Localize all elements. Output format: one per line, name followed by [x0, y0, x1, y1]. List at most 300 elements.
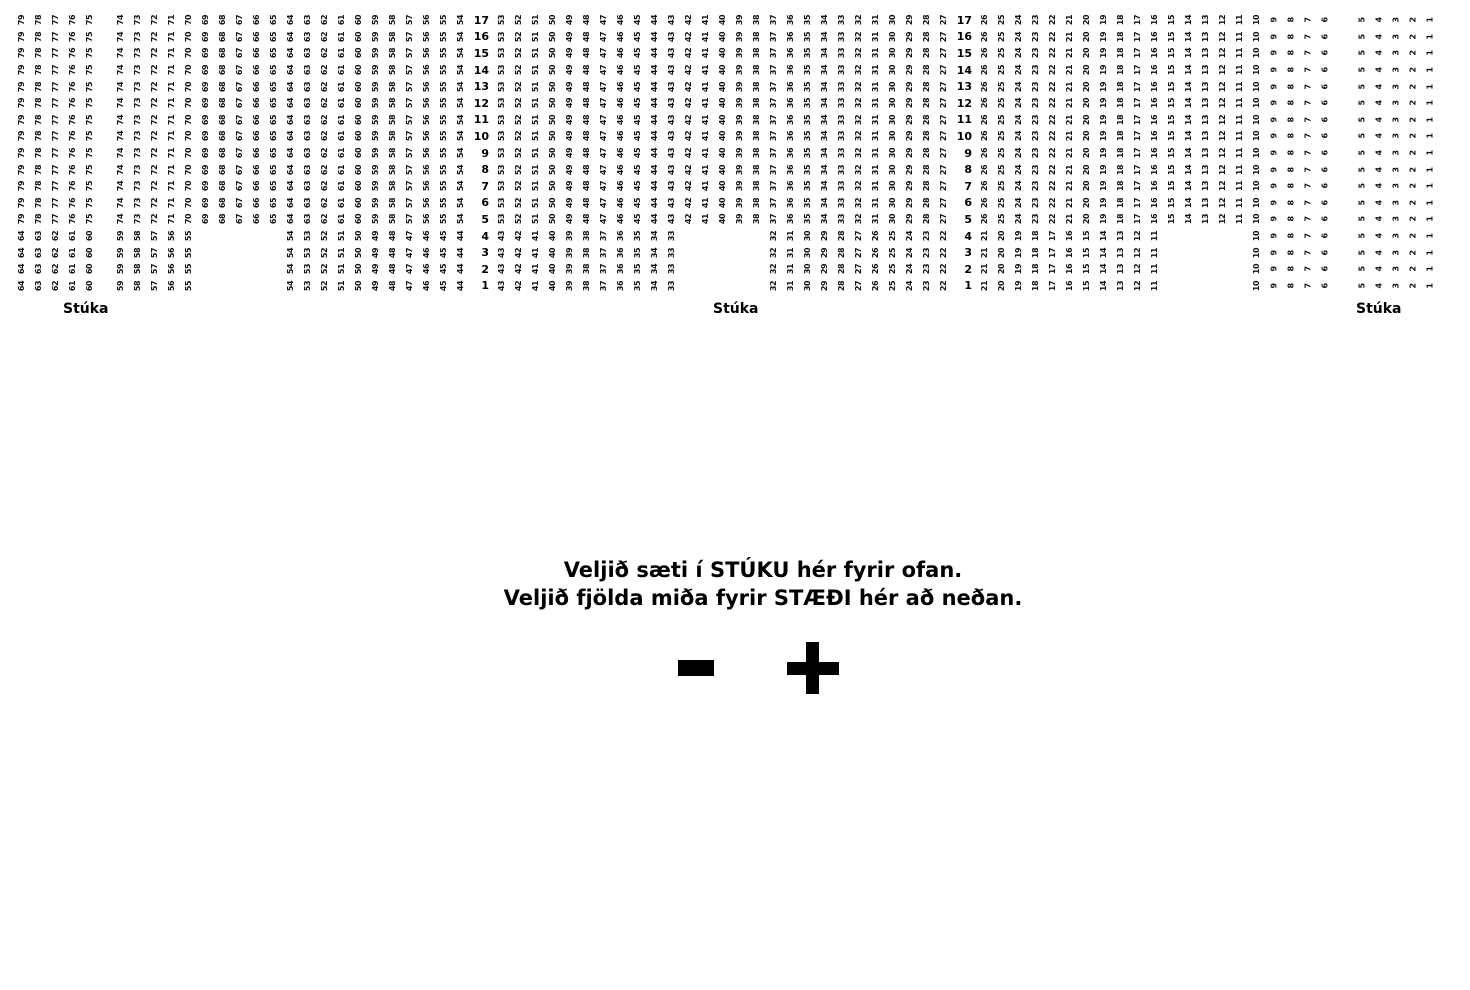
seat[interactable]: 57 [405, 214, 415, 225]
seat[interactable]: 6 [1320, 117, 1330, 123]
seat[interactable]: 61 [337, 147, 347, 159]
seat[interactable]: 14 [1184, 214, 1194, 225]
seat[interactable]: 76 [68, 15, 78, 26]
seat[interactable]: 23 [1031, 147, 1041, 159]
seat[interactable]: 5 [1357, 250, 1367, 256]
seat[interactable]: 67 [235, 214, 245, 225]
seat[interactable]: 56 [422, 164, 432, 175]
seat[interactable]: 68 [218, 81, 228, 92]
seat[interactable]: 30 [803, 280, 813, 291]
seat[interactable]: 32 [854, 147, 864, 159]
seat[interactable]: 42 [684, 65, 694, 76]
seat[interactable]: 1 [1425, 233, 1435, 239]
seat[interactable]: 46 [422, 264, 432, 275]
seat[interactable]: 33 [837, 181, 847, 192]
seat[interactable]: 3 [1391, 233, 1401, 239]
seat[interactable]: 56 [422, 81, 432, 92]
seat[interactable]: 56 [422, 181, 432, 192]
seat[interactable]: 25 [997, 164, 1007, 175]
seat[interactable]: 2 [1408, 150, 1418, 156]
seat[interactable]: 55 [184, 230, 194, 242]
seat[interactable]: 30 [803, 247, 813, 258]
seat[interactable]: 41 [701, 65, 711, 76]
seat[interactable]: 47 [599, 98, 609, 109]
seat[interactable]: 2 [1408, 283, 1418, 289]
seat[interactable]: 47 [599, 214, 609, 225]
seat[interactable]: 41 [531, 280, 541, 291]
seat[interactable]: 4 [1374, 200, 1384, 206]
seat[interactable]: 3 [1391, 117, 1401, 123]
seat[interactable]: 30 [888, 181, 898, 192]
seat[interactable]: 78 [34, 81, 44, 92]
seat[interactable]: 33 [837, 31, 847, 42]
seat[interactable]: 67 [235, 164, 245, 175]
seat[interactable]: 60 [354, 48, 364, 59]
seat[interactable]: 75 [85, 147, 95, 159]
seat[interactable]: 55 [184, 247, 194, 258]
seat[interactable]: 73 [133, 31, 143, 42]
seat[interactable]: 19 [1099, 81, 1109, 92]
seat[interactable]: 41 [701, 81, 711, 92]
seat[interactable]: 52 [514, 114, 524, 125]
seat[interactable]: 2 [1408, 167, 1418, 173]
seat[interactable]: 49 [371, 280, 381, 291]
seat[interactable]: 13 [1116, 247, 1126, 258]
seat[interactable]: 62 [51, 230, 61, 242]
seat[interactable]: 33 [837, 164, 847, 175]
seat[interactable]: 21 [1065, 114, 1075, 125]
seat[interactable]: 49 [371, 247, 381, 258]
seat[interactable]: 28 [922, 147, 932, 159]
seat[interactable]: 4 [1374, 67, 1384, 73]
seat[interactable]: 5 [1357, 34, 1367, 40]
seat[interactable]: 8 [1286, 133, 1296, 139]
seat[interactable]: 29 [905, 114, 915, 125]
seat[interactable]: 7 [1303, 17, 1313, 23]
seat[interactable]: 31 [871, 48, 881, 59]
seat[interactable]: 34 [820, 65, 830, 76]
seat[interactable]: 2 [1408, 183, 1418, 189]
seat[interactable]: 65 [269, 131, 279, 142]
seat[interactable]: 49 [565, 214, 575, 225]
seat[interactable]: 35 [803, 181, 813, 192]
seat[interactable]: 11 [1235, 131, 1245, 142]
seat[interactable]: 38 [752, 147, 762, 159]
seat[interactable]: 27 [939, 98, 949, 109]
seat[interactable]: 60 [85, 280, 95, 291]
seat[interactable]: 26 [871, 247, 881, 258]
seat[interactable]: 6 [1320, 233, 1330, 239]
seat[interactable]: 70 [184, 31, 194, 42]
seat[interactable]: 52 [514, 81, 524, 92]
seat[interactable]: 21 [1065, 131, 1075, 142]
seat[interactable]: 69 [201, 48, 211, 59]
seat[interactable]: 40 [718, 15, 728, 26]
seat[interactable]: 17 [1133, 98, 1143, 109]
seat[interactable]: 44 [650, 131, 660, 142]
seat[interactable]: 61 [337, 114, 347, 125]
seat[interactable]: 4 [1374, 133, 1384, 139]
seat[interactable]: 79 [17, 48, 27, 59]
seat[interactable]: 43 [667, 164, 677, 175]
seat[interactable]: 49 [565, 15, 575, 26]
seat[interactable]: 25 [888, 280, 898, 291]
seat[interactable]: 59 [371, 48, 381, 59]
seat[interactable]: 72 [150, 197, 160, 208]
seat[interactable]: 39 [565, 230, 575, 242]
seat[interactable]: 30 [888, 147, 898, 159]
seat[interactable]: 1 [1425, 250, 1435, 256]
seat[interactable]: 24 [1014, 31, 1024, 42]
seat[interactable]: 18 [1116, 197, 1126, 208]
seat[interactable]: 16 [1065, 280, 1075, 291]
seat[interactable]: 9 [1269, 266, 1279, 272]
seat[interactable]: 62 [320, 65, 330, 76]
seat[interactable]: 50 [548, 164, 558, 175]
seat[interactable]: 36 [786, 131, 796, 142]
seat[interactable]: 38 [582, 247, 592, 258]
seat[interactable]: 60 [354, 31, 364, 42]
seat[interactable]: 9 [1269, 200, 1279, 206]
seat[interactable]: 69 [201, 81, 211, 92]
seat[interactable]: 5 [1357, 117, 1367, 123]
seat[interactable]: 45 [633, 65, 643, 76]
seat[interactable]: 58 [388, 147, 398, 159]
seat[interactable]: 28 [922, 65, 932, 76]
seat[interactable]: 18 [1031, 264, 1041, 275]
seat[interactable]: 57 [405, 81, 415, 92]
seat[interactable]: 41 [701, 31, 711, 42]
seat[interactable]: 49 [565, 181, 575, 192]
seat[interactable]: 40 [718, 31, 728, 42]
seat[interactable]: 66 [252, 31, 262, 42]
seat[interactable]: 54 [456, 214, 466, 225]
seat[interactable]: 38 [582, 230, 592, 242]
seat[interactable]: 28 [837, 264, 847, 275]
seat[interactable]: 48 [582, 197, 592, 208]
seat[interactable]: 39 [735, 147, 745, 159]
seat[interactable]: 37 [599, 247, 609, 258]
seat[interactable]: 42 [684, 31, 694, 42]
seat[interactable]: 13 [1201, 147, 1211, 159]
seat[interactable]: 40 [548, 280, 558, 291]
seat[interactable]: 56 [167, 280, 177, 291]
seat[interactable]: 56 [167, 247, 177, 258]
seat[interactable]: 32 [769, 230, 779, 242]
seat[interactable]: 46 [616, 98, 626, 109]
seat[interactable]: 52 [514, 197, 524, 208]
seat[interactable]: 39 [735, 131, 745, 142]
seat[interactable]: 9 [1269, 84, 1279, 90]
seat[interactable]: 31 [871, 131, 881, 142]
seat[interactable]: 47 [599, 31, 609, 42]
seat[interactable]: 59 [116, 280, 126, 291]
seat[interactable]: 22 [939, 247, 949, 258]
seat[interactable]: 2 [1408, 133, 1418, 139]
seat[interactable]: 59 [371, 164, 381, 175]
seat[interactable]: 37 [769, 65, 779, 76]
seat[interactable]: 65 [269, 164, 279, 175]
seat[interactable]: 57 [150, 230, 160, 242]
seat[interactable]: 21 [1065, 65, 1075, 76]
seat[interactable]: 49 [565, 48, 575, 59]
seat[interactable]: 68 [218, 214, 228, 225]
seat[interactable]: 71 [167, 114, 177, 125]
seat[interactable]: 26 [871, 230, 881, 242]
seat[interactable]: 25 [997, 81, 1007, 92]
seat[interactable]: 9 [1269, 167, 1279, 173]
seat[interactable]: 25 [997, 197, 1007, 208]
seat[interactable]: 51 [337, 230, 347, 242]
seat[interactable]: 36 [786, 81, 796, 92]
seat[interactable]: 74 [116, 114, 126, 125]
seat[interactable]: 33 [667, 264, 677, 275]
seat[interactable]: 6 [1320, 283, 1330, 289]
seat[interactable]: 24 [1014, 114, 1024, 125]
seat[interactable]: 40 [718, 164, 728, 175]
seat[interactable]: 58 [388, 31, 398, 42]
seat[interactable]: 30 [888, 114, 898, 125]
seat[interactable]: 19 [1099, 181, 1109, 192]
seat[interactable]: 63 [34, 280, 44, 291]
seat[interactable]: 61 [337, 197, 347, 208]
seat[interactable]: 57 [405, 181, 415, 192]
seat[interactable]: 55 [439, 131, 449, 142]
seat[interactable]: 9 [1269, 183, 1279, 189]
seat[interactable]: 39 [735, 98, 745, 109]
seat[interactable]: 34 [820, 114, 830, 125]
seat[interactable]: 65 [269, 114, 279, 125]
seat[interactable]: 24 [1014, 48, 1024, 59]
seat[interactable]: 9 [1269, 133, 1279, 139]
seat[interactable]: 6 [1320, 266, 1330, 272]
seat[interactable]: 23 [1031, 15, 1041, 26]
seat[interactable]: 1 [1425, 183, 1435, 189]
seat[interactable]: 32 [854, 197, 864, 208]
seat[interactable]: 52 [514, 164, 524, 175]
seat[interactable]: 22 [939, 264, 949, 275]
seat[interactable]: 21 [1065, 214, 1075, 225]
seat[interactable]: 47 [599, 48, 609, 59]
seat[interactable]: 59 [116, 230, 126, 242]
seat[interactable]: 26 [980, 164, 990, 175]
seat[interactable]: 15 [1082, 264, 1092, 275]
seat[interactable]: 55 [439, 214, 449, 225]
seat[interactable]: 48 [582, 81, 592, 92]
seat[interactable]: 6 [1320, 100, 1330, 106]
seat[interactable]: 41 [531, 230, 541, 242]
seat[interactable]: 46 [616, 65, 626, 76]
seat[interactable]: 29 [905, 181, 915, 192]
seat[interactable]: 33 [837, 48, 847, 59]
seat[interactable]: 21 [1065, 197, 1075, 208]
seat[interactable]: 12 [1218, 147, 1228, 159]
seat[interactable]: 58 [133, 230, 143, 242]
seat[interactable]: 63 [303, 114, 313, 125]
seat[interactable]: 22 [939, 230, 949, 242]
seat[interactable]: 61 [337, 31, 347, 42]
seat[interactable]: 5 [1357, 84, 1367, 90]
seat[interactable]: 61 [337, 81, 347, 92]
seat[interactable]: 45 [633, 81, 643, 92]
seat[interactable]: 24 [1014, 81, 1024, 92]
seat[interactable]: 14 [1099, 264, 1109, 275]
seat[interactable]: 38 [752, 31, 762, 42]
seat[interactable]: 9 [1269, 117, 1279, 123]
seat[interactable]: 64 [286, 181, 296, 192]
seat[interactable]: 35 [803, 48, 813, 59]
seat[interactable]: 70 [184, 131, 194, 142]
seat[interactable]: 32 [854, 31, 864, 42]
seat[interactable]: 19 [1099, 164, 1109, 175]
seat[interactable]: 61 [68, 247, 78, 258]
seat[interactable]: 44 [650, 31, 660, 42]
seat[interactable]: 55 [439, 48, 449, 59]
seat[interactable]: 74 [116, 31, 126, 42]
seat[interactable]: 25 [888, 247, 898, 258]
seat[interactable]: 48 [582, 214, 592, 225]
seat[interactable]: 45 [633, 114, 643, 125]
seat[interactable]: 34 [650, 247, 660, 258]
seat[interactable]: 53 [303, 264, 313, 275]
seat[interactable]: 3 [1391, 250, 1401, 256]
seat[interactable]: 45 [633, 181, 643, 192]
seat[interactable]: 10 [1252, 247, 1262, 258]
seat[interactable]: 29 [905, 164, 915, 175]
seat[interactable]: 36 [786, 48, 796, 59]
seat[interactable]: 77 [51, 65, 61, 76]
seat[interactable]: 56 [422, 31, 432, 42]
seat[interactable]: 63 [303, 131, 313, 142]
seat[interactable]: 22 [1048, 147, 1058, 159]
seat[interactable]: 61 [337, 65, 347, 76]
seat[interactable]: 28 [922, 214, 932, 225]
seat[interactable]: 60 [85, 264, 95, 275]
seat[interactable]: 12 [1218, 114, 1228, 125]
seat[interactable]: 10 [1252, 31, 1262, 42]
seat[interactable]: 41 [701, 131, 711, 142]
seat[interactable]: 27 [854, 247, 864, 258]
seat[interactable]: 17 [1133, 15, 1143, 26]
seat[interactable]: 40 [718, 48, 728, 59]
seat[interactable]: 29 [905, 147, 915, 159]
seat[interactable]: 53 [303, 247, 313, 258]
seat[interactable]: 40 [718, 98, 728, 109]
seat[interactable]: 8 [1286, 216, 1296, 222]
seat[interactable]: 46 [616, 131, 626, 142]
seat[interactable]: 67 [235, 48, 245, 59]
seat[interactable]: 6 [1320, 133, 1330, 139]
seat[interactable]: 37 [769, 181, 779, 192]
seat[interactable]: 13 [1201, 114, 1211, 125]
seat[interactable]: 17 [1133, 114, 1143, 125]
seat[interactable]: 17 [1133, 181, 1143, 192]
seat[interactable]: 37 [769, 31, 779, 42]
seat[interactable]: 62 [51, 247, 61, 258]
seat[interactable]: 31 [786, 264, 796, 275]
seat[interactable]: 12 [1133, 264, 1143, 275]
seat[interactable]: 54 [286, 247, 296, 258]
seat[interactable]: 8 [1286, 266, 1296, 272]
seat[interactable]: 15 [1082, 280, 1092, 291]
seat[interactable]: 78 [34, 181, 44, 192]
seat[interactable]: 11 [1235, 15, 1245, 26]
seat[interactable]: 65 [269, 197, 279, 208]
seat[interactable]: 7 [1303, 133, 1313, 139]
seat[interactable]: 38 [582, 280, 592, 291]
seat[interactable]: 16 [1150, 114, 1160, 125]
seat[interactable]: 18 [1031, 247, 1041, 258]
seat[interactable]: 64 [286, 131, 296, 142]
seat[interactable]: 32 [769, 264, 779, 275]
seat[interactable]: 40 [718, 114, 728, 125]
seat[interactable]: 4 [1374, 17, 1384, 23]
seat[interactable]: 60 [354, 81, 364, 92]
seat[interactable]: 20 [1082, 164, 1092, 175]
seat[interactable]: 70 [184, 197, 194, 208]
seat[interactable]: 20 [1082, 31, 1092, 42]
seat[interactable]: 39 [735, 181, 745, 192]
seat[interactable]: 53 [303, 230, 313, 242]
seat[interactable]: 18 [1116, 31, 1126, 42]
seat[interactable]: 61 [337, 131, 347, 142]
seat[interactable]: 49 [371, 230, 381, 242]
seat[interactable]: 64 [17, 247, 27, 258]
seat[interactable]: 73 [133, 164, 143, 175]
seat[interactable]: 63 [303, 181, 313, 192]
seat[interactable]: 20 [1082, 98, 1092, 109]
seat[interactable]: 15 [1167, 181, 1177, 192]
seat[interactable]: 4 [1374, 216, 1384, 222]
seat[interactable]: 17 [1133, 31, 1143, 42]
seat[interactable]: 59 [371, 214, 381, 225]
seat[interactable]: 34 [820, 214, 830, 225]
seat[interactable]: 29 [820, 280, 830, 291]
seat[interactable]: 57 [405, 164, 415, 175]
seat[interactable]: 66 [252, 114, 262, 125]
seat[interactable]: 10 [1252, 131, 1262, 142]
seat[interactable]: 79 [17, 214, 27, 225]
seat[interactable]: 49 [565, 147, 575, 159]
seat[interactable]: 19 [1099, 131, 1109, 142]
seat[interactable]: 64 [286, 15, 296, 26]
seat[interactable]: 8 [1286, 34, 1296, 40]
seat[interactable]: 32 [854, 15, 864, 26]
seat[interactable]: 43 [497, 247, 507, 258]
seat[interactable]: 51 [531, 214, 541, 225]
seat[interactable]: 42 [684, 114, 694, 125]
seat[interactable]: 8 [1286, 100, 1296, 106]
increase-button[interactable] [787, 642, 839, 694]
seat[interactable]: 23 [1031, 114, 1041, 125]
seat[interactable]: 56 [422, 65, 432, 76]
seat[interactable]: 13 [1201, 131, 1211, 142]
seat[interactable]: 51 [531, 31, 541, 42]
seat[interactable]: 41 [701, 164, 711, 175]
seat[interactable]: 16 [1150, 197, 1160, 208]
seat[interactable]: 33 [837, 114, 847, 125]
seat[interactable]: 35 [803, 114, 813, 125]
seat[interactable]: 42 [684, 98, 694, 109]
seat[interactable]: 3 [1391, 216, 1401, 222]
seat[interactable]: 63 [303, 31, 313, 42]
seat[interactable]: 51 [531, 164, 541, 175]
seat[interactable]: 59 [371, 147, 381, 159]
seat[interactable]: 44 [650, 65, 660, 76]
seat[interactable]: 4 [1374, 117, 1384, 123]
seat[interactable]: 25 [997, 131, 1007, 142]
seat[interactable]: 66 [252, 48, 262, 59]
